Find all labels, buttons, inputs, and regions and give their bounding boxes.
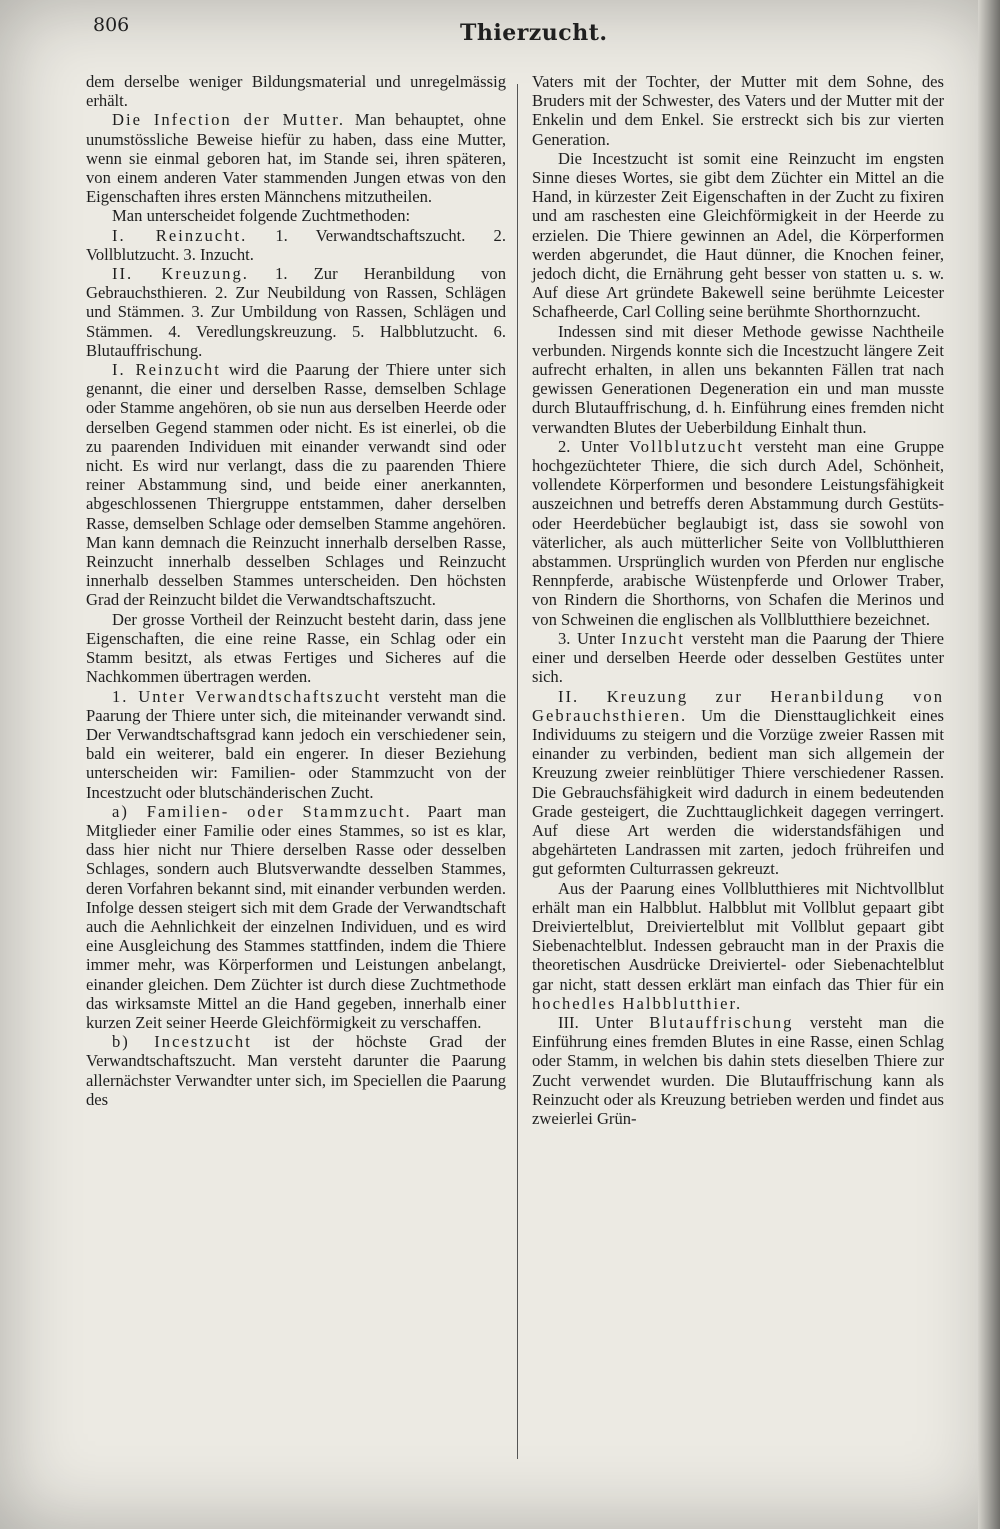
spaced-heading: 1. Unter Verwandtschaftszucht [112, 686, 382, 706]
paragraph [532, 687, 944, 879]
paragraph-text: wird die Paarung der Thiere unter sich genannt, die einer und derselben Rasse, demselben Schlage oder Stamme angehören, ob sie nun aus derselben Heerde oder derselben Gegend stammen oder nicht. Es ist einerlei, ob die zu paarenden Individuen mit einander verwandt sind oder nicht. Es wird nur verlangt, dass die zu paarenden Thiere reiner Abstammung sind, und beide einer anerkannten, abgeschlossenen Thiergruppe entstammen, daher derselben Rasse, demselben Schlage oder demselben Stamme angehören. Man kann demnach die Reinzucht innerhalb derselben Rasse, Reinzucht innerhalb desselben Schlages und Reinzucht innerhalb desselben Stammes unterscheiden. Den höchsten Grad der Reinzucht bildet die Verwandtschaftszucht. [86, 360, 506, 610]
spaced-heading: a) Familien- oder Stammzucht. [112, 801, 412, 821]
paragraph [86, 226, 506, 264]
spaced-heading: II. Kreuzung zur Heranbildung von Gebrauchsthieren. [532, 686, 944, 725]
paragraph-text: Man behauptet, ohne unumstössliche Beweise hiefür zu haben, dass eine Mutter, wenn sie einmal geboren hat, im Stande sei, ihren späteren, von einem anderen Vater stammenden Jungen etwas von den Eigenschaften ihres ersten Männchens mitzutheilen. [86, 110, 506, 207]
paragraph [532, 1013, 944, 1128]
paragraph-text: versteht man die Paarung der Thiere unter sich, die miteinander verwandt sind. Der Verwandtschaftsgrad kann jedoch ein verschiedener sein, bald ein weiterer, bald ein engerer. In dieser Beziehung unterscheiden wir: Familien- oder Stammzucht von der Incestzucht oder blutschänderischen Zucht. [86, 686, 506, 802]
paragraph-text: 1. Verwandtschaftszucht. 2. Vollblutzucht. 3. Inzucht. [86, 225, 506, 264]
paragraph: Vaters mit der Tochter, der Mutter mit dem Sohne, des Bruders mit der Schwester, des Vaters und der Mutter mit der Enkelin und dem Enkel. Sie erstreckt sich bis zur vierten Generation. [532, 72, 944, 149]
spaced-heading: II. Kreuzung. [112, 264, 249, 284]
spaced-heading: Die Infection der Mutter. [112, 110, 346, 130]
paragraph: dem derselbe weniger Bildungsmaterial und unregelmässig erhält. [86, 72, 506, 111]
paragraph: Die Incestzucht ist somit eine Reinzucht im engsten Sinne dieses Wortes, sie gibt dem Züchter ein Mittel an die Hand, in kürzester Zeit Eigenschaften in der Zucht zu fixiren und am raschesten eine Gleichförmigkeit in der Heerde zu erzielen. Die Thiere gewinnen an Adel, die Körperformen werden abgerundet, die Haut dünner, die Knochen feiner, jedoch dicht, die Ernährung geht besser von statten u. s. w. Auf diese Art gründete Bakewell seine berühmte Leicester Schafheerde, Carl Colling seine berühmte Shorthornzucht. [532, 148, 944, 322]
page-number: 806 [93, 14, 130, 36]
paragraph [86, 264, 506, 360]
paragraph: Indessen sind mit dieser Methode gewisse Nachtheile verbunden. Nirgends konnte sich die Incestzucht längere Zeit aufrecht erhalten, in allen uns bekannten Fällen trat nach gewissen Generationen Degeneration ein und man musste durch Blutauffrischung, d. h. Einführung eines fremden nicht verwandten Blutes der Ueberbildung Einhalt thun. [532, 321, 944, 437]
paragraph-text: Aus der Paarung eines Vollblutthieres mit Nichtvollblut erhält man ein Halbblut. Halbblut mit Vollblut gepaart gibt Dreiviertelblut, Dreiviertelblut mit Vollblut gepaart gibt Siebenachtelblut. Indessen gebraucht man in der Praxis die theoretischen Ausdrücke Dreiviertel- oder Siebenachtelblut gar nicht, statt dessen erklärt man einfach das Thier für ein [532, 878, 944, 994]
spaced-heading: Blutauffrischung [649, 1012, 794, 1032]
running-title: Thierzucht. [460, 20, 608, 46]
spaced-heading: Vollblutzucht [628, 436, 745, 456]
left-column [86, 72, 506, 1109]
paragraph [532, 629, 944, 687]
paragraph-text: 2. Unter [558, 436, 629, 456]
right-column [532, 72, 944, 1128]
paragraph [86, 802, 506, 1032]
column-divider [517, 84, 518, 1459]
paragraph: Man unterscheidet folgende Zuchtmethoden: [112, 206, 411, 226]
spaced-heading: I. Reinzucht. [112, 225, 248, 245]
paragraph [532, 879, 944, 1013]
paragraph-text: 3. Unter [558, 628, 622, 648]
paragraph-text: 1. Zur Heranbildung von Gebrauchsthieren. 2. Zur Neubildung von Rassen, Schlägen und Stämmen. 3. Zur Umbildung von Rassen, Schlägen und Stämmen. 4. Veredlungskreuzung. 5. Halbblutzucht. 6. Blutauffrischung. [86, 264, 506, 360]
paragraph-text: III. Unter [558, 1012, 650, 1032]
page-binding-edge [978, 0, 1000, 1529]
paragraph [86, 110, 506, 206]
spaced-heading: Inzucht [621, 628, 686, 648]
spaced-heading: hochedles Halbblutthier. [532, 993, 743, 1013]
paragraph [86, 360, 506, 610]
paragraph-text: Um die Diensttauglichkeit eines Individuums zu steigern und die Vorzüge zweier Rassen mit einander zu verbinden, bedient man sich allgemein der Kreuzung zweier reinblütiger Thiere verschiedener Rassen. Die Gebrauchsfähigkeit wird dadurch in einem bedeutenden Grade gesteigert, die Zuchttauglichkeit dagegen verringert. Auf diese Art werden die widerstandsfähigen und abgehärteten Landrassen mit zarten, jedoch frühreifen und gut geformten Culturrassen gekreuzt. [532, 705, 944, 879]
paragraph [86, 1032, 506, 1109]
paragraph-text: versteht man eine Gruppe hochgezüchteter Thiere, die sich durch Adel, Schönheit, vollendete Körperformen und besondere Leistungsfähigkeit auszeichnen und betreffs deren Abstammung durch Gestüts- oder Heerdebücher beglaubigt ist, dass sie sowohl von väterlicher, als auch mütterlicher Seite von Vollblutthieren abstammen. Ursprünglich wurden von Pferden nur englische Rennpferde, arabische Wüstenpferde und Orlower Traber, von Rindern die Shorthorns, von Schafen die Merinos und von Schweinen die englischen als Vollblutthiere bezeichnet. [532, 436, 945, 629]
spaced-heading: I. Reinzucht [112, 360, 221, 380]
paragraph-text: versteht man die Paarung der Thiere einer und derselben Heerde oder desselben Gestütes unter sich. [532, 628, 944, 687]
spaced-heading: b) Incestzucht [112, 1032, 252, 1052]
paragraph: Der grosse Vortheil der Reinzucht besteht darin, dass jene Eigenschaften, die eine reine Rasse, ein Schlag oder ein Stamm besitzt, als etwas Fertiges und Sicheres auf die Nachkommen übertragen werden. [86, 609, 506, 687]
paragraph [86, 687, 506, 802]
paragraph-text: versteht man die Einführung eines fremden Blutes in eine Rasse, einen Schlag oder Stamm, in welchen bis dahin stets dieselben Thiere zur Zucht verwendet wurden. Die Blutauffrischung kann als Reinzucht oder als Kreuzung betrieben werden und findet aus zweierlei Grün- [532, 1012, 944, 1128]
paragraph [532, 437, 944, 629]
paragraph-text: ist der höchste Grad der Verwandtschaftszucht. Man versteht darunter die Paarung allernächster Verwandter unter sich, im Speciellen die Paarung des [86, 1032, 507, 1109]
paragraph-text: Paart man Mitglieder einer Familie oder eines Stammes, so ist es klar, dass hier nicht nur Thiere derselben Rasse oder desselben Schlages, sondern auch Blutsverwandte desselben Stammes, deren Vorfahren bekannt sind, mit einander verbunden werden. Infolge dessen steigert sich mit dem Grade der Verwandtschaft auch die Aehnlichkeit der einzelnen Individuen, und es wird eine Ausgleichung des Stammes stattfinden, indem die Thiere immer mehr, was Körperformen und Leistungen anbelangt, einander gleichen. Dem Züchter ist durch diese Zuchtmethode das wirksamste Mittel an die Hand gegeben, innerhalb einer kurzen Zeit seiner Heerde Gleichförmigkeit zu verschaffen. [86, 801, 506, 1032]
